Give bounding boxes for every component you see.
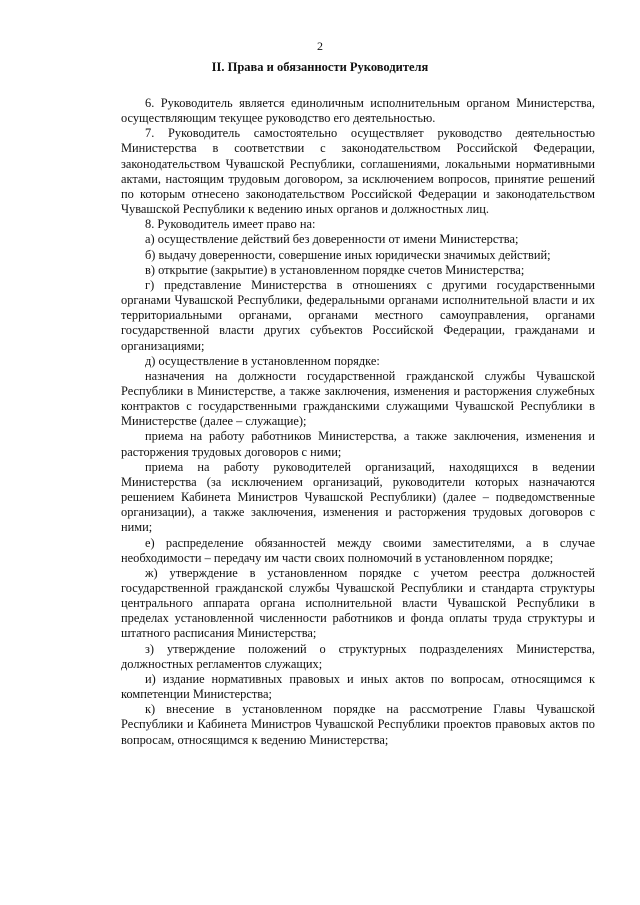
item-d-employees: приема на работу работников Министерства, а также заключения, изменения и расторжения трудовых договоров с ними; xyxy=(121,429,595,459)
item-d: д) осуществление в установленном порядке: xyxy=(145,353,380,368)
item-k: к) внесение в установленном порядке на рассмотрение Главы Чувашской Республики и Кабинета Министров Чувашской Республики проектов правовых актов по вопросам, относящимся к ведению Министерства; xyxy=(121,702,595,747)
item-d-civil-service: назначения на должности государственной гражданской службы Чувашской Республики в Министерстве, а также заключения, изменения и расторжения служебных контрактов с государственными гражданскими служащими Чувашской Республики в Министерстве (далее – служащие); xyxy=(121,368,595,429)
item-v: в) открытие (закрытие) в установленном порядке счетов Министерства; xyxy=(145,262,525,277)
body-text xyxy=(121,96,595,748)
paragraph-7: 7. Руководитель самостоятельно осуществляет руководство деятельностью Министерства в соответствии с законодательством Российской Федерации, законодательством Чувашской Республики, соглашениями, локальными нормативными актами, настоящим трудовым договором, за исключением вопросов, принятие решений по которым отнесено законодательством Российской Федерации и законодательством Чувашской Республики к ведению иных органов и должностных лиц. xyxy=(121,126,595,217)
item-b: б) выдачу доверенности, совершение иных юридически значимых действий; xyxy=(145,247,551,262)
item-d-org-heads: приема на работу руководителей организаций, находящихся в ведении Министерства (за исключением организаций, руководители которых назначаются решением Кабинета Министров Чувашской Республики) (далее – подведомственные организации), а также заключения, изменения и расторжения трудовых договоров с ними; xyxy=(121,459,595,535)
paragraph-6: 6. Руководитель является единоличным исполнительным органом Министерства, осуществляющим текущее руководство его деятельностью. xyxy=(121,96,595,126)
page-number: 2 xyxy=(317,39,323,53)
item-z: з) утверждение положений о структурных подразделениях Министерства, должностных регламентов служащих; xyxy=(121,641,595,671)
paragraph-8: 8. Руководитель имеет право на: xyxy=(145,217,316,232)
section-title: II. Права и обязанности Руководителя xyxy=(211,60,429,74)
item-a: а) осуществление действий без доверенности от имени Министерства; xyxy=(145,232,519,247)
item-zh: ж) утверждение в установленном порядке с учетом реестра должностей государственной гражданской службы Чувашской Республики и стандарта структуры центрального аппарата органа исполнительной власти Чувашской Республики в пределах установленной численности работников и фонда оплаты труда структуры и штатного расписания Министерства; xyxy=(121,565,595,641)
item-g: г) представление Министерства в отношениях с другими государственными органами Чувашской Республики, федеральными органами исполнительной власти и их территориальными органами, органами местного самоуправления, органами государственной власти других субъектов Российской Федерации, гражданами и организациями; xyxy=(121,277,595,353)
item-e: е) распределение обязанностей между своими заместителями, а в случае необходимости – передачу им части своих полномочий в установленном порядке; xyxy=(121,535,595,565)
item-i: и) издание нормативных правовых и иных актов по вопросам, относящимся к компетенции Министерства; xyxy=(121,671,595,702)
